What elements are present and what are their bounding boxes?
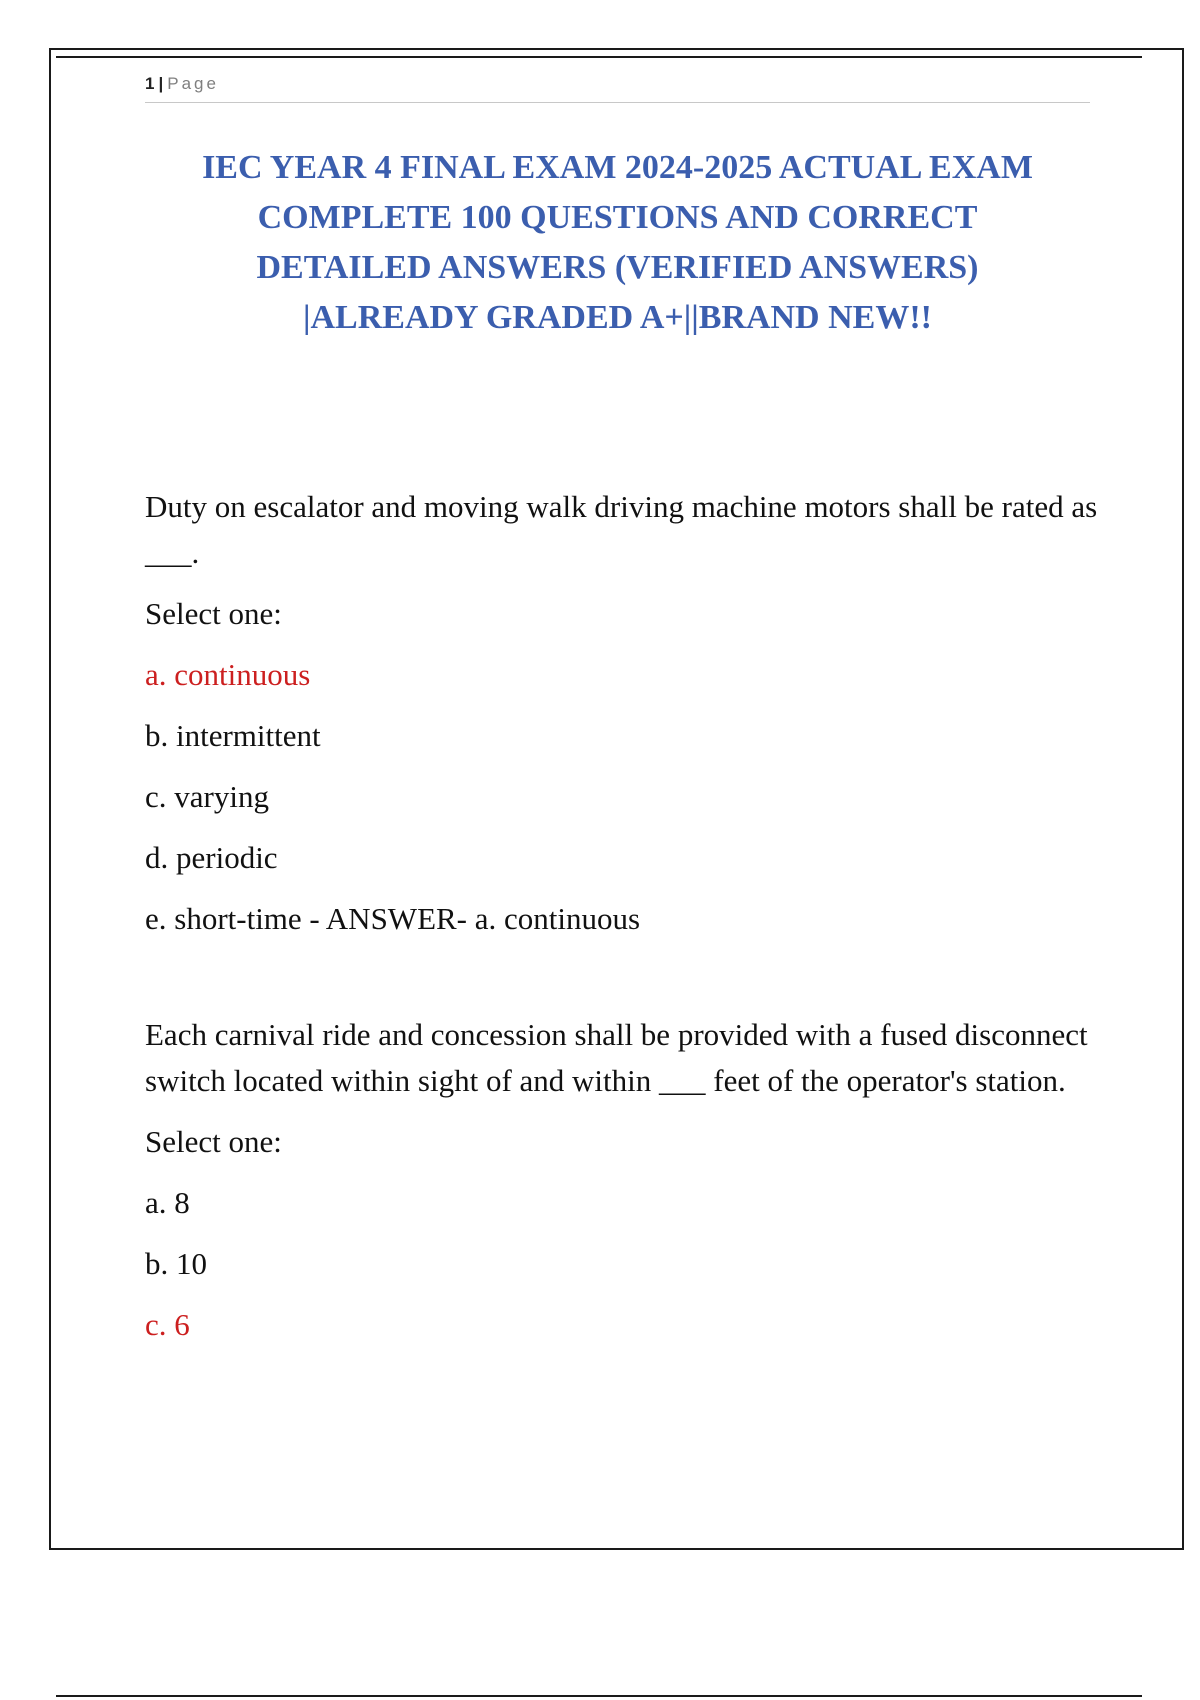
question-text: Each carnival ride and concession shall be provided with a fused disconnect switch located within sight of and within ___ feet of the operator's station. — [145, 1017, 1088, 1098]
select-prompt: Select one: — [145, 596, 282, 631]
question-text: Duty on escalator and moving walk driving machine motors shall be rated as ___. — [145, 489, 1098, 570]
document-title — [130, 143, 1105, 343]
title-line: |ALREADY GRADED A+||BRAND NEW!! — [303, 299, 932, 336]
answer-option: c. varying — [145, 779, 269, 814]
answer-option: e. short-time - ANSWER- a. continuous — [145, 901, 641, 936]
question-block — [145, 484, 1100, 942]
page-number: 1 — [145, 74, 155, 93]
answer-option: c. 6 — [145, 1307, 190, 1342]
title-line: DETAILED ANSWERS (VERIFIED ANSWERS) — [256, 249, 979, 286]
answer-option: d. periodic — [145, 840, 278, 875]
question-block — [145, 1012, 1100, 1348]
select-prompt: Select one: — [145, 1124, 282, 1159]
answer-option: a. continuous — [145, 657, 311, 692]
page-header — [145, 74, 1090, 103]
page-label: Page — [167, 74, 219, 93]
question-list — [145, 484, 1100, 1348]
answer-option: a. 8 — [145, 1185, 190, 1220]
answer-option: b. intermittent — [145, 718, 321, 753]
title-line: IEC YEAR 4 FINAL EXAM 2024-2025 ACTUAL EXAM — [202, 149, 1033, 186]
bottom-border-rule — [56, 1695, 1142, 1697]
answer-option: b. 10 — [145, 1246, 207, 1281]
page-separator: | — [158, 74, 164, 93]
title-line: COMPLETE 100 QUESTIONS AND CORRECT — [257, 199, 978, 236]
